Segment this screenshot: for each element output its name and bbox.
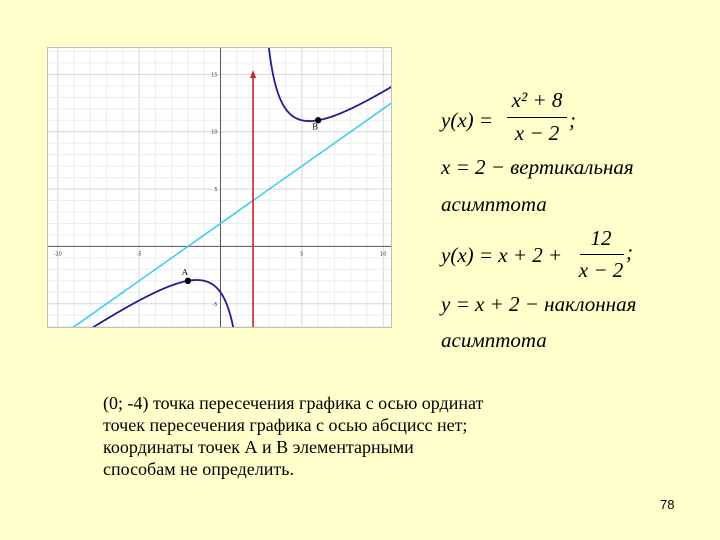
x-tick-label: -10 xyxy=(53,251,62,258)
formula-3-end: ; xyxy=(626,240,633,264)
formula-4-continued: асимптота xyxy=(441,328,547,352)
formula-1-lhs: y(x) = xyxy=(441,108,494,132)
point-a xyxy=(185,278,191,284)
formula-1-denominator: x − 2 xyxy=(514,121,560,145)
page-number: 78 xyxy=(660,497,675,512)
y-tick-label: 5 xyxy=(214,187,218,194)
note-line: точек пересечения графика с осью абсцисс нет; xyxy=(103,415,468,435)
formula-3-fraction-bar xyxy=(580,254,624,255)
formula-1-numerator: x² + 8 xyxy=(511,88,563,112)
formula-3-numerator: 12 xyxy=(590,226,612,250)
note-line: способам не определить. xyxy=(103,459,294,479)
formula-4: y = x + 2 − наклонная xyxy=(441,292,637,316)
y-tick-label: 10 xyxy=(211,129,218,136)
y-tick-label: -5 xyxy=(212,301,218,308)
formula-3-lhs: y(x) = x + 2 + xyxy=(441,243,563,267)
formula-2-continued: асимптота xyxy=(441,192,547,216)
note-line: координаты точек А и В элементарными xyxy=(103,437,414,457)
x-tick-label: 10 xyxy=(380,251,387,258)
x-tick-label: -5 xyxy=(136,251,142,258)
point-label-b: B xyxy=(312,122,319,132)
plot-svg xyxy=(48,48,392,328)
x-tick-label: 5 xyxy=(300,251,304,258)
function-graph xyxy=(47,47,392,328)
note-line: (0; -4) точка пересечения графика с осью ординат xyxy=(103,393,484,413)
y-tick-label: 15 xyxy=(211,72,218,79)
formula-3-denominator: x − 2 xyxy=(578,258,624,282)
formula-1-end: ; xyxy=(569,108,576,132)
notes-block xyxy=(103,392,483,480)
point-label-a: A xyxy=(181,267,188,277)
formula-2: x = 2 − вертикальная xyxy=(441,155,634,179)
formula-1-fraction-bar xyxy=(507,117,567,118)
